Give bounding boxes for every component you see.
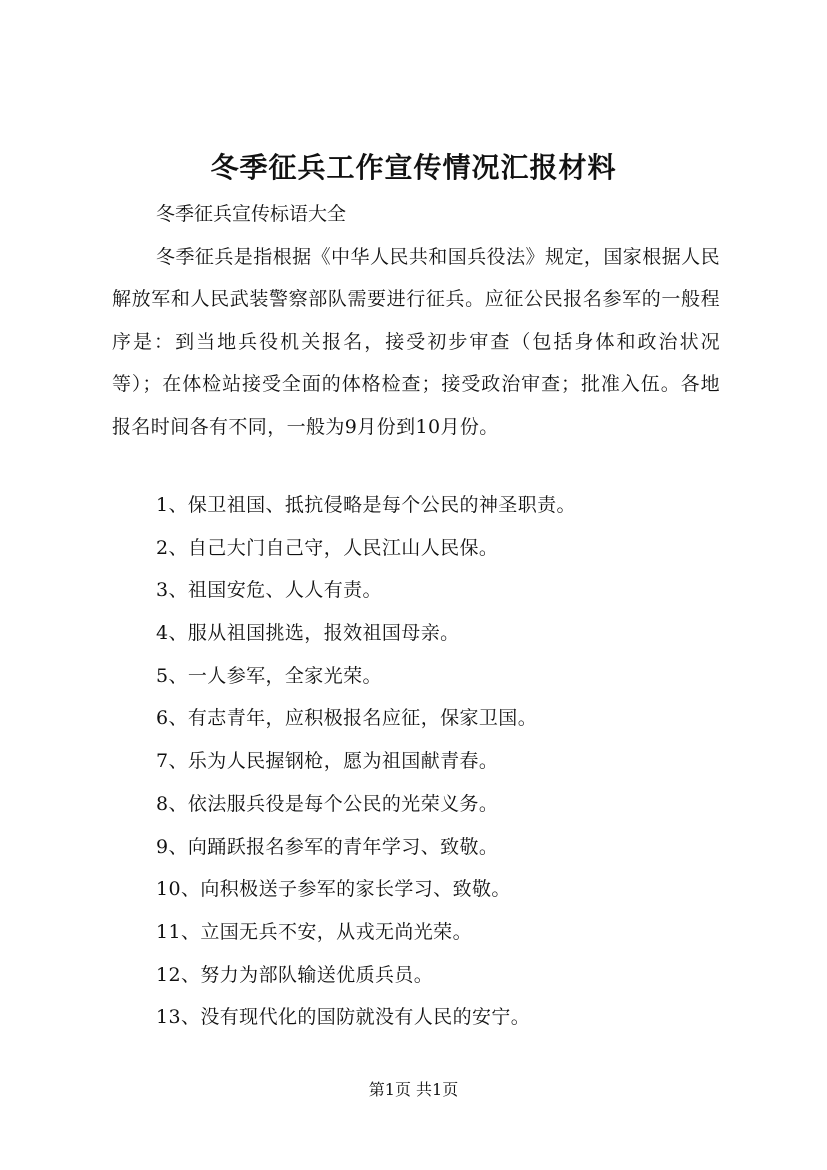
slogan-item: 4、服从祖国挑选，报效祖国母亲。 bbox=[156, 622, 460, 645]
slogan-item: 2、自己大门自己守，人民江山人民保。 bbox=[156, 536, 499, 559]
document-subtitle: 冬季征兵宣传标语大全 bbox=[156, 203, 347, 225]
slogan-item: 7、乐为人民握钢枪，愿为祖国献青春。 bbox=[156, 750, 499, 773]
slogan-item: 5、一人参军，全家光荣。 bbox=[156, 664, 382, 687]
slogan-item: 12、努力为部队输送优质兵员。 bbox=[156, 963, 434, 986]
page-footer: 第1页 共1页 bbox=[368, 1080, 459, 1099]
slogan-item: 11、立国无兵不安，从戎无尚光荣。 bbox=[156, 920, 472, 943]
slogan-list bbox=[156, 484, 576, 1039]
slogan-item: 13、没有现代化的国防就没有人民的安宁。 bbox=[156, 1006, 531, 1029]
slogan-item: 3、祖国安危、人人有责。 bbox=[156, 579, 382, 602]
intro-paragraph: 冬季征兵是指根据《中华人民共和国兵役法》规定，国家根据人民解放军和人民武装警察部队需要进行征兵。应征公民报名参军的一般程序是：到当地兵役机关报名，接受初步审查（包括身体和政治状况等）；在体检站接受全面的体格检查；接受政治审查；批准入伍。各地报名时间各有不同，一般为9月份到10月份。 bbox=[112, 246, 720, 438]
slogan-item: 8、依法服兵役是每个公民的光荣义务。 bbox=[156, 792, 499, 815]
slogan-item: 10、向积极送子参军的家长学习、致敬。 bbox=[156, 878, 511, 901]
slogan-item: 9、向踊跃报名参军的青年学习、致敬。 bbox=[156, 835, 499, 858]
slogan-item: 6、有志青年，应积极报名应征，保家卫国。 bbox=[156, 707, 538, 730]
slogan-item: 1、保卫祖国、抵抗侵略是每个公民的神圣职责。 bbox=[156, 494, 576, 516]
document-title: 冬季征兵工作宣传情况汇报材料 bbox=[210, 151, 617, 184]
